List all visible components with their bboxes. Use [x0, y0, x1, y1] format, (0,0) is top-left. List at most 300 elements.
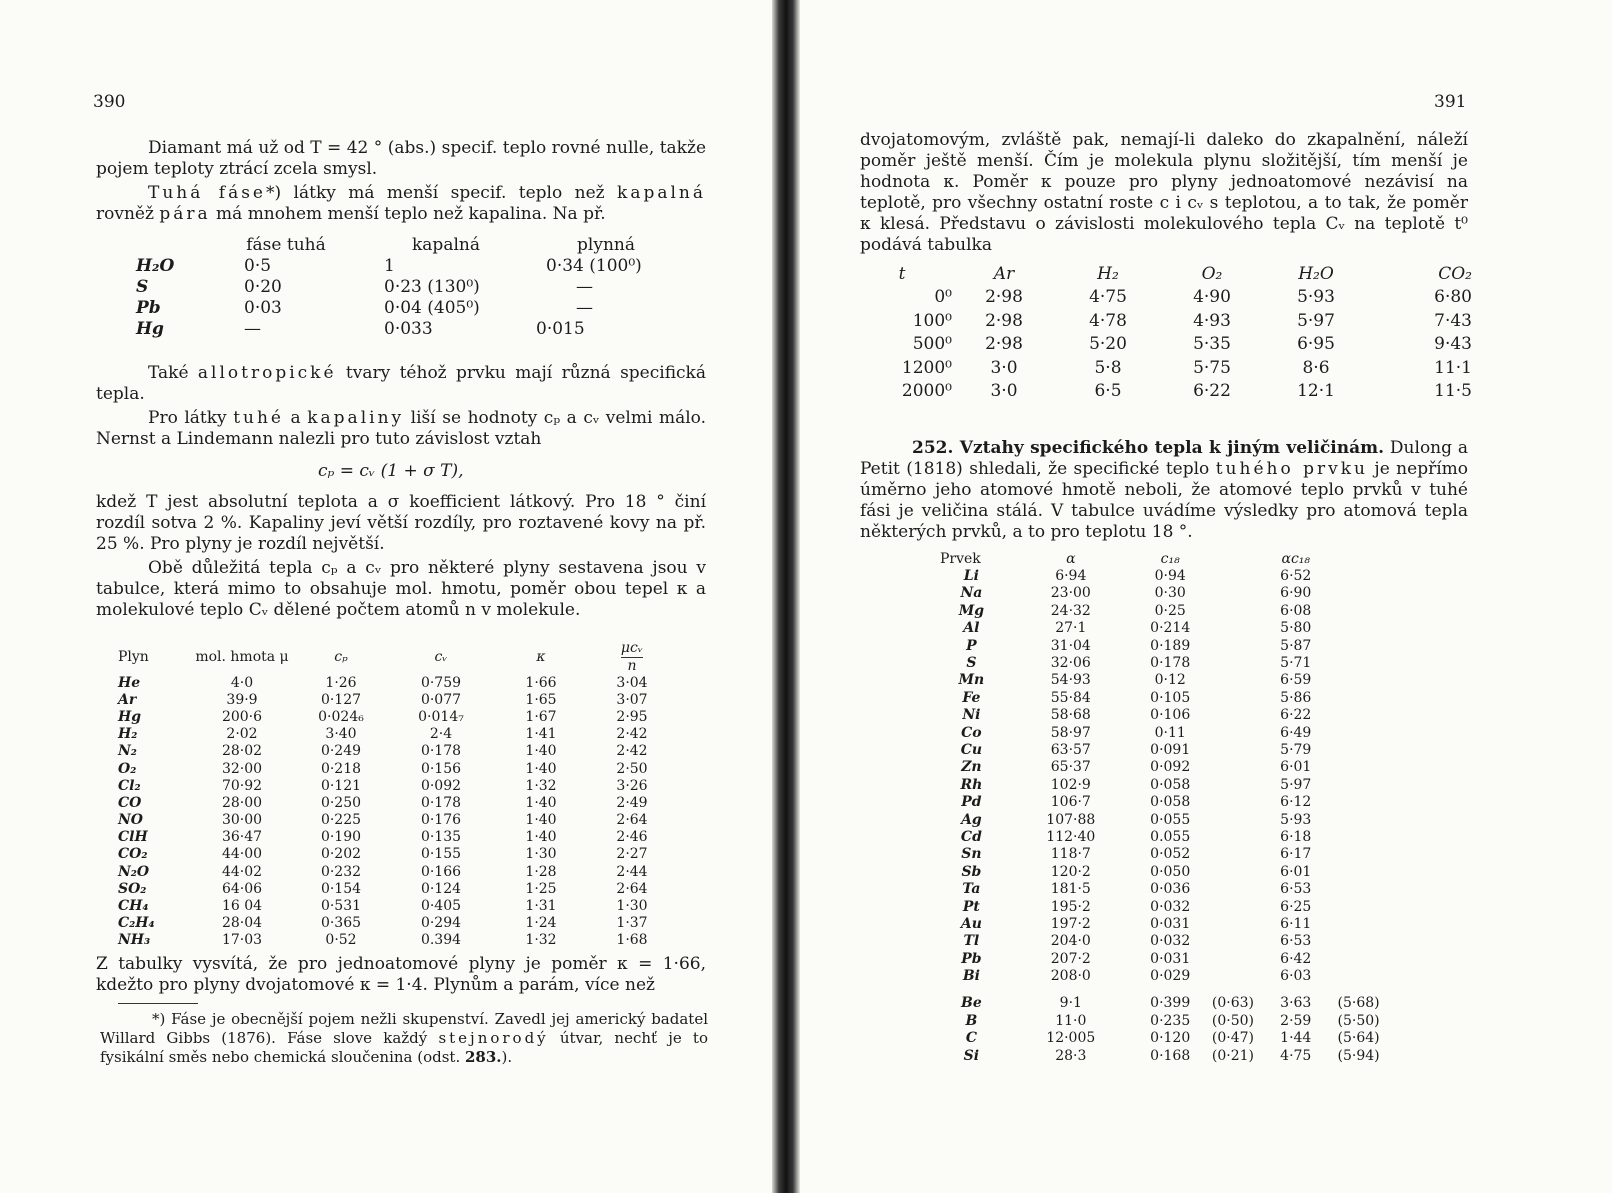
table-cell: 6·01 [1280, 759, 1312, 776]
table-cell: 2·64 [616, 812, 648, 829]
table-header: CO₂ [1438, 263, 1472, 284]
element-table-body [940, 567, 1390, 1064]
table-cell: 0·014₇ [418, 708, 464, 725]
table-cell: 0·058 [1150, 794, 1191, 811]
table-row [940, 898, 1390, 915]
table-cell: Co [961, 724, 982, 741]
table-cell: 3·63 [1280, 995, 1312, 1012]
table-cell: 0·52 [325, 932, 357, 949]
table-cell [1327, 654, 1390, 671]
table-cell: 6·80 [1434, 287, 1472, 308]
table-cell: 0·34 (100⁰) [546, 255, 642, 276]
table-cell: 102·9 [1050, 776, 1091, 793]
table-cell: 0·178 [420, 743, 462, 760]
table-cell [1327, 759, 1390, 776]
table-cell: 1·44 [1280, 1030, 1312, 1047]
table-cell [1202, 846, 1265, 863]
table-header: Prvek [940, 550, 981, 567]
table-row [118, 760, 678, 777]
table-cell: — [576, 276, 593, 297]
paragraph-gas-heats: Obě důležitá tepla cₚ a cᵥ pro některé plyny sestavena jsou v tabulce, která mimo to obsahuje mol. hmotu, poměr obou tepel κ a molekulové teplo Cᵥ dělené počtem atomů n v molekule. [96, 558, 706, 620]
table-cell: 70·92 [221, 777, 263, 794]
text-run: *) Fáse je obecnější pojem nežli skupenství. Zavedl jej americký badatel Willard Gibbs (1876). Fáse slove každý [100, 1010, 708, 1047]
table-cell: 0·024₆ [318, 708, 364, 725]
spaced-term: allotropické [197, 363, 337, 383]
table-cell: 3·0 [990, 381, 1018, 402]
table-cell: (0·47) [1211, 1030, 1255, 1047]
table-cell: 0·94 [1154, 568, 1186, 585]
table-row [940, 863, 1390, 880]
table-cell: 0·106 [1150, 707, 1191, 724]
table-cell: 5·35 [1193, 334, 1231, 355]
table-row [940, 880, 1390, 897]
table-header: α [1066, 550, 1076, 567]
table-cell: (0·50) [1211, 1012, 1255, 1029]
table-row [940, 995, 1390, 1012]
table-cell: 1·40 [525, 743, 557, 760]
table-cell: 17·03 [221, 932, 263, 949]
table-cell: 1·40 [525, 760, 557, 777]
table-cell: 32·06 [1050, 655, 1091, 672]
table-cell: 11·1 [1434, 357, 1472, 378]
table-header-fraction [586, 640, 678, 674]
table-cell: Na [960, 585, 983, 602]
table-cell: 6·42 [1280, 950, 1312, 967]
text-run: útvar, nechť je to fysikální směs nebo chemická sloučenina (odst. [100, 1029, 708, 1066]
table-header: fáse tuhá [246, 234, 326, 255]
table-cell: 2·42 [616, 743, 648, 760]
paragraph-solids-liquids [96, 408, 706, 450]
table-cell: 4·75 [1280, 1047, 1312, 1064]
element-table [940, 550, 1390, 1064]
table-cell: 44·02 [221, 863, 263, 880]
table-cell: NH₃ [118, 932, 151, 949]
table-cell: 204·0 [1050, 933, 1091, 950]
text-run: má mnohem menší teplo než kapalina. Na př. [216, 204, 606, 224]
table-cell: 1·24 [525, 915, 557, 932]
table-cell: 0·176 [420, 812, 462, 829]
table-cell [1202, 950, 1265, 967]
table-cell: 5·79 [1280, 741, 1312, 758]
table-header: cᵥ [434, 649, 448, 665]
gas-table-body [118, 674, 678, 949]
table-cell: 0·092 [420, 777, 462, 794]
table-cell [1327, 863, 1390, 880]
table-row [852, 356, 1472, 380]
table-cell: 1·40 [525, 812, 557, 829]
table-cell: 6·5 [1094, 381, 1122, 402]
table-cell: 0·032 [1150, 933, 1191, 950]
paragraph-dulong-petit [860, 438, 1468, 543]
table-cell: 24·32 [1050, 602, 1091, 619]
table-cell [1202, 689, 1265, 706]
paragraph-diamond: Diamant má už od T = 42 ° (abs.) specif. teplo rovné nulle, takže pojem teploty ztrácí zcela smysl. [96, 138, 706, 179]
table-row [940, 567, 1390, 584]
table-cell: 0·031 [1150, 950, 1191, 967]
table-cell: 2·64 [616, 880, 648, 897]
table-cell: 0·155 [420, 846, 462, 863]
table-cell: 9·43 [1434, 334, 1472, 355]
text-run: tvary téhož prvku mají různá specifická tepla. [96, 363, 706, 404]
table-cell: 0·202 [320, 846, 362, 863]
table-cell: Sb [961, 863, 982, 880]
table-cell: 1·25 [525, 880, 557, 897]
text-run: *) látky má menší specif. teplo než [266, 183, 605, 203]
spaced-term: tuhé [233, 408, 284, 428]
fraction-numerator: μcᵥ [620, 640, 644, 656]
gas-table [118, 640, 678, 949]
table-header: t [898, 263, 906, 284]
table-cell: 0·015 [536, 318, 585, 339]
table-row [940, 811, 1390, 828]
table-cell: Fe [962, 689, 981, 706]
table-cell [1202, 672, 1265, 689]
table-cell: 0·531 [320, 898, 362, 915]
table-cell: Cl₂ [118, 777, 141, 794]
table-cell: 100⁰ [912, 310, 952, 331]
table-cell: 1·32 [525, 932, 557, 949]
table-cell: 1·26 [325, 674, 357, 691]
table-cell [1327, 933, 1390, 950]
table-row [940, 1012, 1390, 1029]
table-cell: 16 04 [221, 898, 263, 915]
table-cell: Pb [136, 297, 161, 318]
table-cell: 2·27 [616, 846, 648, 863]
table-cell: 6·90 [1280, 585, 1312, 602]
table-cell: 4·0 [230, 674, 254, 691]
table-cell: 65·37 [1050, 759, 1091, 776]
table-cell: — [576, 297, 593, 318]
table-cell [1202, 602, 1265, 619]
table-cell: Pb [961, 950, 982, 967]
table-cell [1202, 915, 1265, 932]
table-row [852, 380, 1472, 404]
table-cell: 0·156 [420, 760, 462, 777]
table-cell: 112·40 [1046, 828, 1096, 845]
table-cell: 11·5 [1434, 381, 1472, 402]
table-cell: 106·7 [1050, 794, 1091, 811]
table-cell: 0·190 [320, 829, 362, 846]
table-cell [1327, 793, 1390, 810]
table-cell [1327, 585, 1390, 602]
table-cell: 6·03 [1280, 968, 1312, 985]
table-cell: 0·050 [1150, 863, 1191, 880]
table-cell: 181·5 [1050, 881, 1091, 898]
table-row [940, 933, 1390, 950]
table-cell: Pd [961, 794, 982, 811]
table-header-row [852, 262, 1472, 286]
table-row [136, 255, 676, 276]
table-cell: 2·50 [616, 760, 648, 777]
table-row [118, 897, 678, 914]
table-cell: — [244, 318, 261, 339]
table-cell: 0·055 [1150, 811, 1191, 828]
table-cell: 2·46 [616, 829, 648, 846]
table-header-row [136, 234, 676, 255]
table-cell [1202, 967, 1265, 984]
table-header-row [118, 640, 678, 674]
table-row [940, 1047, 1390, 1064]
table-cell: 11·0 [1055, 1012, 1087, 1029]
table-cell: 1·40 [525, 829, 557, 846]
table-row [118, 829, 678, 846]
table-cell: 0·30 [1154, 585, 1186, 602]
text-run: Pro látky [148, 408, 227, 428]
table-cell: 0·294 [420, 915, 462, 932]
page-390 [0, 0, 790, 1193]
table-cell: 4·75 [1089, 287, 1127, 308]
table-cell: O₂ [118, 760, 137, 777]
table-cell [1327, 672, 1390, 689]
table-cell: (5·94) [1337, 1047, 1380, 1064]
paragraph-diatomic: dvojatomovým, zvláště pak, nemají-li daleko do zkapalnění, náleží poměr ještě menší. Čím je molekula plynu složitější, tím menší je hodnota κ. Poměr κ pouze pro plyny jednoatomové nezávisí na teplotě, pro všechny ostatní roste c i cᵥ s teplotou, a to tak, že poměr κ klesá. Představu o závislosti molekulového tepla Cᵥ na teplotě t⁰ podává tabulka [860, 130, 1468, 255]
table-cell: 5·75 [1193, 357, 1231, 378]
table-cell: 0·127 [320, 691, 362, 708]
table-cell: (5·64) [1337, 1030, 1380, 1047]
table-cell: 1·30 [616, 898, 648, 915]
table-cell: CO [118, 794, 142, 811]
table-cell: 0·124 [420, 880, 462, 897]
table-row [118, 812, 678, 829]
table-cell [940, 985, 1390, 995]
table-cell: NO [118, 812, 143, 829]
table-cell: 0·166 [420, 863, 462, 880]
table-cell [1327, 880, 1390, 897]
table-cell: 2·44 [616, 863, 648, 880]
table-row [940, 654, 1390, 671]
table-cell: Bi [962, 968, 980, 985]
table-row [118, 880, 678, 897]
table-header-row [940, 550, 1390, 567]
table-cell: 3·26 [616, 777, 648, 794]
table-cell: 39·9 [226, 691, 258, 708]
table-cell: 0·20 [244, 276, 282, 297]
table-cell: 1·40 [525, 794, 557, 811]
table-cell: 6·12 [1280, 794, 1312, 811]
table-row [136, 297, 676, 318]
table-row [940, 620, 1390, 637]
table-cell [1327, 637, 1390, 654]
table-cell: 44·00 [221, 846, 263, 863]
table-cell: 6·95 [1297, 334, 1335, 355]
table-cell: 1·66 [525, 674, 557, 691]
table-cell: Rh [960, 776, 983, 793]
spaced-term: Tuhá fáse [148, 183, 266, 203]
table-cell: 0·11 [1154, 724, 1186, 741]
table-row [118, 708, 678, 725]
table-cell: 0·759 [420, 674, 462, 691]
table-cell: Tl [963, 933, 980, 950]
paragraph-absolute-temp: kdež T jest absolutní teplota a σ koefficient látkový. Pro 18 ° činí rozdíl sotva 2 %. Kapaliny jeví větší rozdíly, pro roztavené kovy na př. 25 %. Pro plyny je rozdíl největší. [96, 492, 706, 554]
table-cell: 1200⁰ [901, 357, 952, 378]
table-cell: Li [963, 568, 979, 585]
table-cell [1327, 915, 1390, 932]
text-run: Také [148, 363, 189, 383]
table-cell: 0·168 [1150, 1047, 1191, 1064]
table-cell: 6·01 [1280, 863, 1312, 880]
table-cell: C₂H₄ [118, 915, 155, 932]
table-cell: 0·031 [1150, 915, 1191, 932]
table-cell: 31·04 [1050, 637, 1091, 654]
spaced-term: kapaliny [307, 408, 405, 428]
table-cell: 1·41 [525, 726, 557, 743]
table-cell [1327, 567, 1390, 584]
table-cell: Al [963, 620, 980, 637]
table-cell: 3·04 [616, 674, 648, 691]
table-cell: P [966, 637, 977, 654]
table-cell: 0·04 (405⁰) [384, 297, 480, 318]
table-cell: 5·86 [1280, 689, 1312, 706]
table-cell: He [118, 674, 141, 691]
spaced-term: pára [159, 204, 211, 224]
table-cell: 0·405 [420, 898, 462, 915]
table-row [852, 309, 1472, 333]
table-cell: 0·033 [384, 318, 433, 339]
table-header [1202, 550, 1265, 567]
table-row [118, 794, 678, 811]
table-row [136, 318, 676, 339]
table-cell: N₂ [118, 743, 137, 760]
table-cell: B [965, 1012, 978, 1029]
table-cell: S [136, 276, 149, 297]
table-cell: 0·032 [1150, 898, 1191, 915]
table-cell: CH₄ [118, 898, 149, 915]
table-cell: Zn [961, 759, 982, 776]
table-row [940, 724, 1390, 741]
table-cell: 12·005 [1046, 1030, 1096, 1047]
table-cell: 107·88 [1046, 811, 1096, 828]
table-row [940, 1030, 1390, 1047]
table-cell: 2000⁰ [901, 381, 952, 402]
table-header [1327, 550, 1390, 567]
phase-table [136, 234, 676, 339]
table-cell [1202, 637, 1265, 654]
table-cell: 0·365 [320, 915, 362, 932]
table-cell: 6·08 [1280, 602, 1312, 619]
table-cell [1327, 707, 1390, 724]
table-cell: 6·17 [1280, 846, 1312, 863]
table-cell: 6·22 [1193, 381, 1231, 402]
table-cell [1202, 567, 1265, 584]
table-cell: (5·50) [1337, 1012, 1380, 1029]
table-header: mol. hmota μ [195, 649, 289, 665]
table-cell: Be [961, 995, 982, 1012]
table-cell: Au [960, 915, 982, 932]
table-row [940, 915, 1390, 932]
table-row [118, 743, 678, 760]
table-cell [1327, 898, 1390, 915]
table-row [940, 741, 1390, 758]
table-cell: 4·93 [1193, 310, 1231, 331]
table-cell: 6·59 [1280, 672, 1312, 689]
table-cell: H₂ [118, 726, 138, 743]
table-row [940, 985, 1390, 995]
table-row [940, 793, 1390, 810]
table-row [852, 333, 1472, 357]
table-header: c₁₈ [1160, 550, 1180, 567]
table-cell: Hg [118, 708, 142, 725]
table-cell [1327, 689, 1390, 706]
bold-ref: 283. [465, 1048, 502, 1066]
table-header: κ [536, 649, 546, 665]
table-cell: 1·37 [616, 915, 648, 932]
table-cell: 0·058 [1150, 776, 1191, 793]
table-cell: CO₂ [118, 846, 148, 863]
table-row [940, 637, 1390, 654]
table-cell: 54·93 [1050, 672, 1091, 689]
table-cell: 0·077 [420, 691, 462, 708]
spaced-term: tuhého prvku [1215, 459, 1368, 479]
table-cell: 6·49 [1280, 724, 1312, 741]
footnote-rule [118, 1003, 198, 1004]
table-cell: 12·1 [1297, 381, 1335, 402]
table-cell: 5·8 [1094, 357, 1122, 378]
table-header: O₂ [1201, 263, 1223, 284]
table-cell: 0·154 [320, 880, 362, 897]
table-cell: 0·029 [1150, 968, 1191, 985]
table-cell: Si [963, 1047, 980, 1064]
table-cell: 2·02 [226, 726, 258, 743]
table-cell: 6·53 [1280, 881, 1312, 898]
spaced-term: stejnorodý [438, 1029, 549, 1047]
table-cell: 0.394 [420, 932, 462, 949]
book-gutter [772, 0, 800, 1193]
table-cell: S [966, 655, 977, 672]
table-cell: 0·178 [1150, 655, 1191, 672]
table-cell: 9·1 [1059, 995, 1082, 1012]
table-row [118, 863, 678, 880]
table-row [136, 276, 676, 297]
table-header: H₂ [1097, 263, 1119, 284]
table-cell: 4·90 [1193, 287, 1231, 308]
table-header: H₂O [1298, 263, 1334, 284]
table-cell: 23·00 [1050, 585, 1091, 602]
paragraph-phases [96, 183, 706, 225]
table-row [940, 689, 1390, 706]
table-header: plynná [577, 234, 635, 255]
table-row [940, 967, 1390, 984]
table-cell: 1·32 [525, 777, 557, 794]
table-cell: (0·63) [1211, 995, 1255, 1012]
table-cell [1202, 811, 1265, 828]
table-cell: (0·21) [1211, 1047, 1255, 1064]
table-cell: (5·68) [1337, 995, 1380, 1012]
table-cell: 207·2 [1050, 950, 1091, 967]
table-header: αc₁₈ [1281, 550, 1311, 567]
page-391 [800, 0, 1612, 1193]
table-cell: 2·95 [616, 708, 648, 725]
table-cell [1202, 724, 1265, 741]
table-cell: 6·22 [1280, 707, 1312, 724]
table-cell [1202, 707, 1265, 724]
table-cell: 5·71 [1280, 655, 1312, 672]
table-cell: 1·30 [525, 846, 557, 863]
table-cell: 6·25 [1280, 898, 1312, 915]
table-cell: 0·214 [1150, 620, 1191, 637]
table-row [118, 932, 678, 949]
table-cell: 0·03 [244, 297, 282, 318]
table-cell: 5·80 [1280, 620, 1312, 637]
table-cell: 58·97 [1050, 724, 1091, 741]
table-cell: 1·67 [525, 708, 557, 725]
table-cell: 5·20 [1089, 334, 1127, 355]
table-row [940, 776, 1390, 793]
table-cell: H₂O [136, 255, 175, 276]
table-cell: 1·31 [525, 898, 557, 915]
footnote [100, 1010, 708, 1067]
table-cell [1327, 620, 1390, 637]
table-cell: 3·07 [616, 691, 648, 708]
